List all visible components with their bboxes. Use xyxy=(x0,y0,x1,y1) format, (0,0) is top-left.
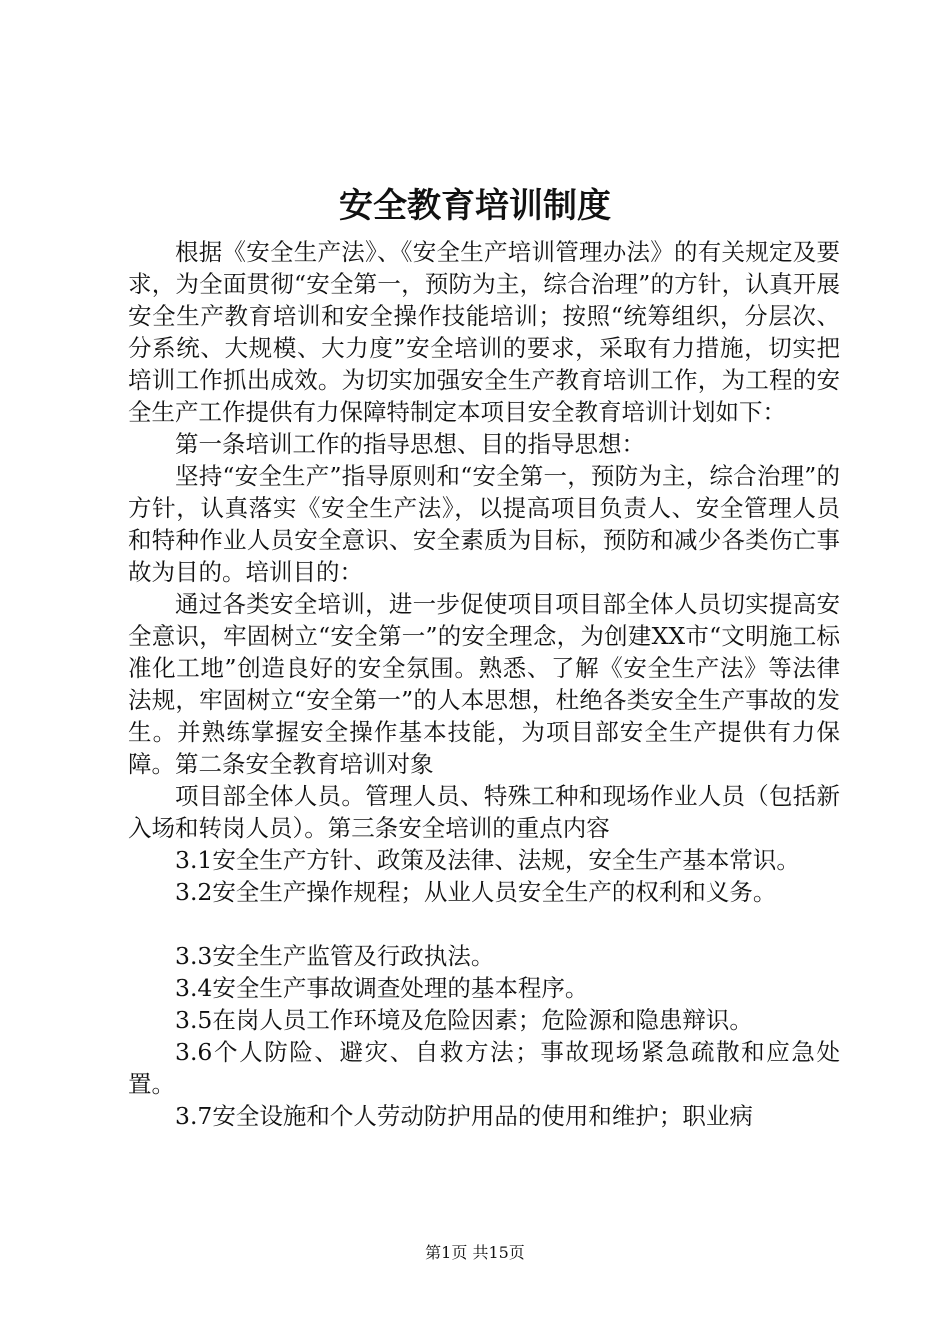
list-item-3-6: 3.6个人防险、避灾、自救方法；事故现场紧急疏散和应急处置。 xyxy=(128,1038,840,1098)
paragraph-intro: 根据《安全生产法》、《安全生产培训管理办法》的有关规定及要求，为全面贯彻“安全第一，预防为主，综合治理”的方针，认真开展安全生产教育培训和安全操作技能培训；按照“统筹组织，分层次、分系统、大规模、大力度”安全培训的要求，采取有力措施，切实把培训工作抓出成效。为切实加强安全生产教育培训工作，为工程的安全生产工作提供有力保障特制定本项目安全教育培训计划如下： xyxy=(128,238,840,426)
list-item-3-4: 3.4安全生产事故调查处理的基本程序。 xyxy=(175,974,589,1002)
list-item-3-2: 3.2安全生产操作规程；从业人员安全生产的权利和义务。 xyxy=(175,878,777,906)
document-body xyxy=(128,236,840,1132)
list-item-3-1: 3.1安全生产方针、政策及法律、法规，安全生产基本常识。 xyxy=(175,846,800,874)
paragraph-article-1-heading: 第一条培训工作的指导思想、目的指导思想： xyxy=(175,430,645,458)
paragraph-guiding-thought: 坚持“安全生产”指导原则和“安全第一，预防为主，综合治理”的方针，认真落实《安全生产法》，以提高项目负责人、安全管理人员和特种作业人员安全意识、安全素质为目标，预防和减少各类伤亡事故为目的。培训目的： xyxy=(128,462,840,586)
paragraph-training-targets: 项目部全体人员。管理人员、特殊工种和现场作业人员（包括新入场和转岗人员）。第三条安全培训的重点内容 xyxy=(128,782,840,842)
list-item-3-3: 3.3安全生产监管及行政执法。 xyxy=(175,942,495,970)
list-item-3-7: 3.7安全设施和个人劳动防护用品的使用和维护；职业病 xyxy=(175,1102,753,1130)
paragraph-training-purpose: 通过各类安全培训，进一步促使项目项目部全体人员切实提高安全意识，牢固树立“安全第一”的安全理念，为创建XX市“文明施工标准化工地”创造良好的安全氛围。熟悉、了解《安全生产法》等法律法规，牢固树立“安全第一”的人本思想，杜绝各类安全生产事故的发生。并熟练掌握安全操作基本技能，为项目部安全生产提供有力保障。第二条安全教育培训对象 xyxy=(128,590,840,778)
list-item-3-5: 3.5在岗人员工作环境及危险因素；危险源和隐患辩识。 xyxy=(175,1006,753,1034)
document-title: 安全教育培训制度 xyxy=(339,186,611,226)
page-number-footer: 第1页 共15页 xyxy=(425,1243,525,1262)
